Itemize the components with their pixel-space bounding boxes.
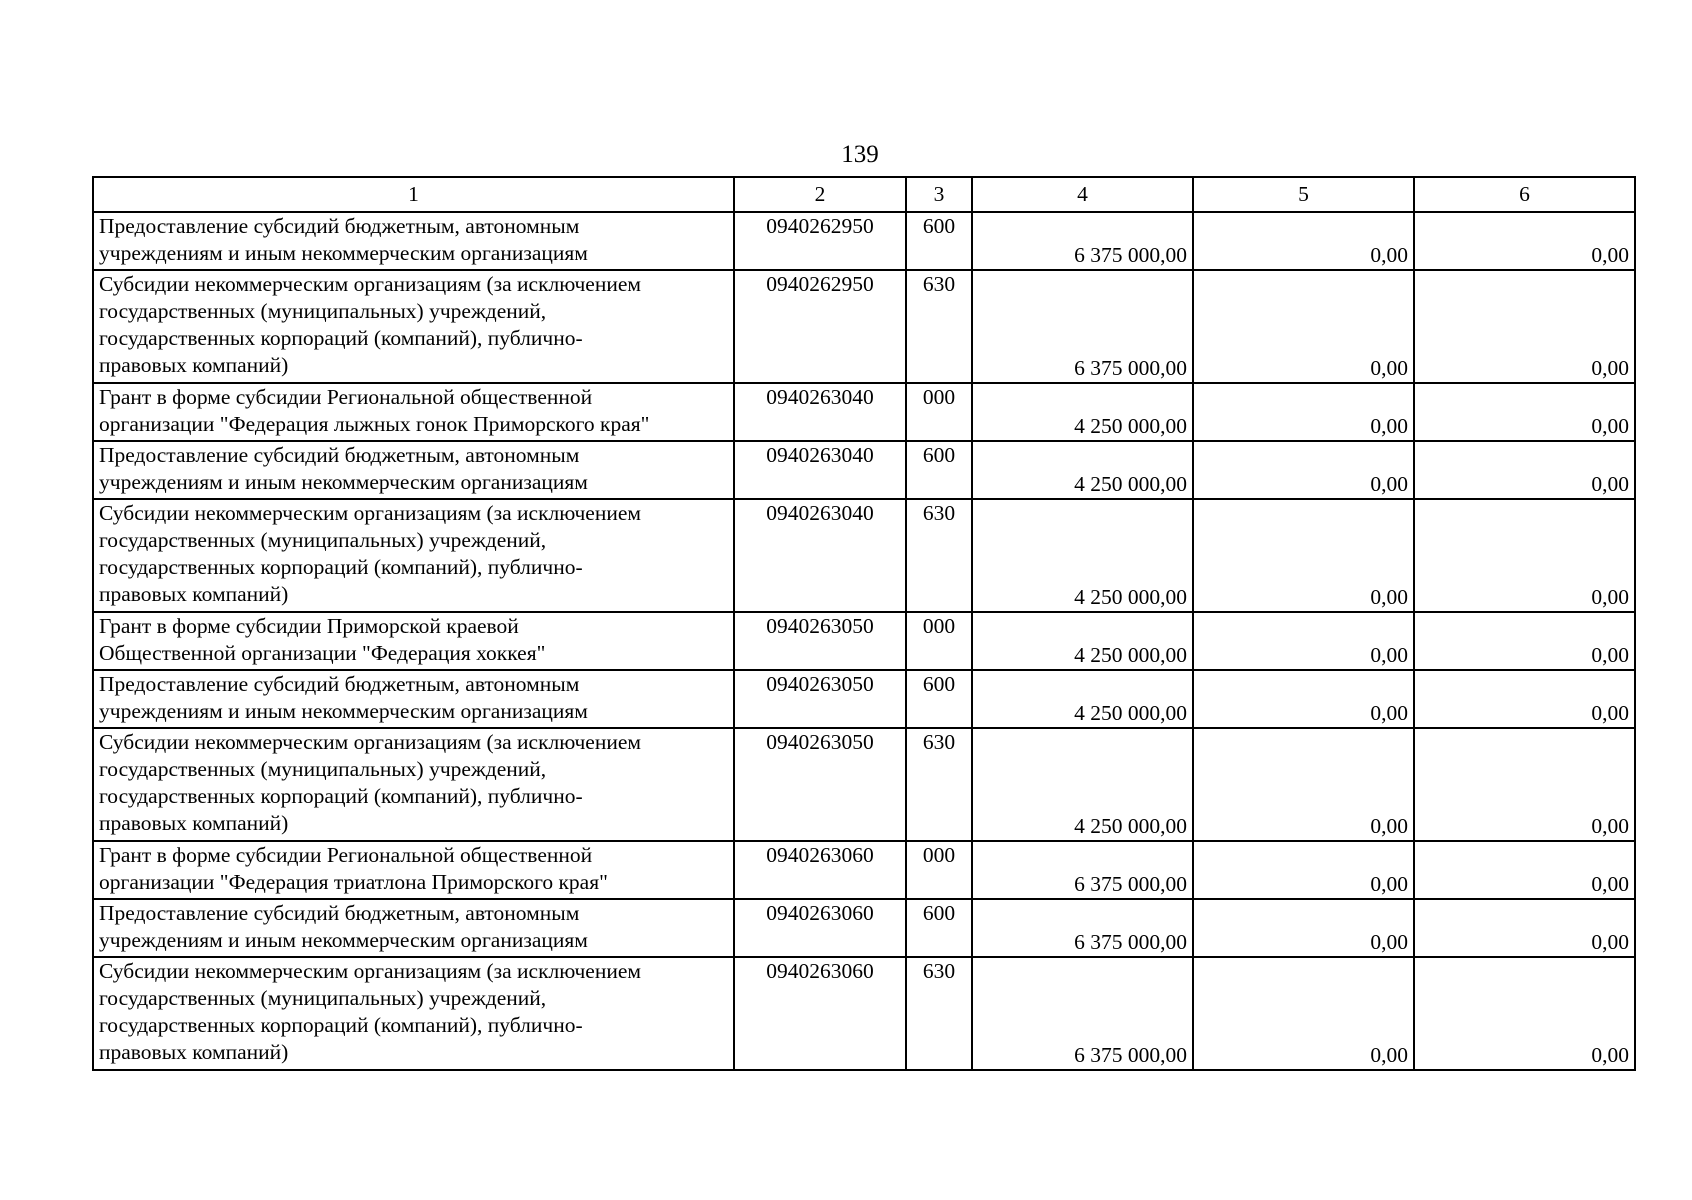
table-row bbox=[93, 499, 1635, 612]
row-value-5: 0,00 bbox=[1193, 670, 1414, 728]
row-target-code: 0940262950 bbox=[734, 270, 906, 383]
row-value-5: 0,00 bbox=[1193, 499, 1414, 612]
column-header: 6 bbox=[1414, 177, 1635, 212]
table-row bbox=[93, 270, 1635, 383]
row-value-5: 0,00 bbox=[1193, 728, 1414, 841]
table-row bbox=[93, 670, 1635, 728]
row-name: Субсидии некоммерческим организациям (за исключением государственных (муниципальных) учреждений, государственных корпораций (компаний), публично- правовых компаний) bbox=[93, 270, 734, 383]
row-value-6: 0,00 bbox=[1414, 441, 1635, 499]
table-row bbox=[93, 441, 1635, 499]
row-expense-type: 600 bbox=[906, 670, 972, 728]
column-header: 5 bbox=[1193, 177, 1414, 212]
row-value-4: 6 375 000,00 bbox=[972, 899, 1193, 957]
row-target-code: 0940262950 bbox=[734, 212, 906, 270]
row-value-6: 0,00 bbox=[1414, 899, 1635, 957]
table-row bbox=[93, 957, 1635, 1070]
row-value-4: 6 375 000,00 bbox=[972, 957, 1193, 1070]
row-expense-type: 600 bbox=[906, 212, 972, 270]
budget-table bbox=[92, 176, 1636, 1071]
row-value-6: 0,00 bbox=[1414, 212, 1635, 270]
row-name: Предоставление субсидий бюджетным, автономным учреждениям и иным некоммерческим организациям bbox=[93, 670, 734, 728]
row-target-code: 0940263050 bbox=[734, 670, 906, 728]
row-value-6: 0,00 bbox=[1414, 383, 1635, 441]
row-name: Предоставление субсидий бюджетным, автономным учреждениям и иным некоммерческим организациям bbox=[93, 441, 734, 499]
table-row bbox=[93, 728, 1635, 841]
column-header: 3 bbox=[906, 177, 972, 212]
row-expense-type: 630 bbox=[906, 499, 972, 612]
row-value-6: 0,00 bbox=[1414, 957, 1635, 1070]
row-value-6: 0,00 bbox=[1414, 499, 1635, 612]
row-value-4: 4 250 000,00 bbox=[972, 612, 1193, 670]
row-value-4: 6 375 000,00 bbox=[972, 212, 1193, 270]
row-target-code: 0940263040 bbox=[734, 383, 906, 441]
row-expense-type: 630 bbox=[906, 957, 972, 1070]
row-name: Грант в форме субсидии Региональной общественной организации "Федерация лыжных гонок Приморского края" bbox=[93, 383, 734, 441]
row-name: Субсидии некоммерческим организациям (за исключением государственных (муниципальных) учреждений, государственных корпораций (компаний), публично- правовых компаний) bbox=[93, 499, 734, 612]
row-name: Предоставление субсидий бюджетным, автономным учреждениям и иным некоммерческим организациям bbox=[93, 899, 734, 957]
row-value-5: 0,00 bbox=[1193, 383, 1414, 441]
table-row bbox=[93, 212, 1635, 270]
row-value-6: 0,00 bbox=[1414, 270, 1635, 383]
row-target-code: 0940263040 bbox=[734, 499, 906, 612]
row-value-5: 0,00 bbox=[1193, 841, 1414, 899]
row-value-5: 0,00 bbox=[1193, 441, 1414, 499]
row-target-code: 0940263050 bbox=[734, 728, 906, 841]
row-value-4: 4 250 000,00 bbox=[972, 670, 1193, 728]
row-name: Грант в форме субсидии Региональной общественной организации "Федерация триатлона Приморского края" bbox=[93, 841, 734, 899]
row-value-6: 0,00 bbox=[1414, 841, 1635, 899]
row-value-4: 4 250 000,00 bbox=[972, 499, 1193, 612]
row-name: Субсидии некоммерческим организациям (за исключением государственных (муниципальных) учреждений, государственных корпораций (компаний), публично- правовых компаний) bbox=[93, 957, 734, 1070]
table-header-row bbox=[93, 177, 1635, 212]
row-name: Грант в форме субсидии Приморской краевой Общественной организации "Федерация хоккея" bbox=[93, 612, 734, 670]
table-row bbox=[93, 612, 1635, 670]
row-name: Предоставление субсидий бюджетным, автономным учреждениям и иным некоммерческим организациям bbox=[93, 212, 734, 270]
table-row bbox=[93, 899, 1635, 957]
table-row bbox=[93, 383, 1635, 441]
row-name: Субсидии некоммерческим организациям (за исключением государственных (муниципальных) учреждений, государственных корпораций (компаний), публично- правовых компаний) bbox=[93, 728, 734, 841]
row-expense-type: 000 bbox=[906, 841, 972, 899]
row-value-6: 0,00 bbox=[1414, 612, 1635, 670]
row-value-6: 0,00 bbox=[1414, 670, 1635, 728]
row-expense-type: 600 bbox=[906, 441, 972, 499]
row-value-4: 6 375 000,00 bbox=[972, 841, 1193, 899]
row-expense-type: 630 bbox=[906, 270, 972, 383]
row-expense-type: 600 bbox=[906, 899, 972, 957]
row-value-5: 0,00 bbox=[1193, 612, 1414, 670]
row-value-5: 0,00 bbox=[1193, 957, 1414, 1070]
row-value-4: 4 250 000,00 bbox=[972, 383, 1193, 441]
row-expense-type: 000 bbox=[906, 612, 972, 670]
table-row bbox=[93, 841, 1635, 899]
row-target-code: 0940263060 bbox=[734, 899, 906, 957]
row-expense-type: 630 bbox=[906, 728, 972, 841]
row-target-code: 0940263060 bbox=[734, 841, 906, 899]
row-value-4: 4 250 000,00 bbox=[972, 728, 1193, 841]
row-value-5: 0,00 bbox=[1193, 212, 1414, 270]
column-header: 1 bbox=[93, 177, 734, 212]
page-number: 139 bbox=[841, 141, 879, 168]
row-target-code: 0940263060 bbox=[734, 957, 906, 1070]
row-target-code: 0940263050 bbox=[734, 612, 906, 670]
row-value-5: 0,00 bbox=[1193, 270, 1414, 383]
row-target-code: 0940263040 bbox=[734, 441, 906, 499]
row-value-4: 6 375 000,00 bbox=[972, 270, 1193, 383]
column-header: 4 bbox=[972, 177, 1193, 212]
row-value-6: 0,00 bbox=[1414, 728, 1635, 841]
column-header: 2 bbox=[734, 177, 906, 212]
row-value-5: 0,00 bbox=[1193, 899, 1414, 957]
row-value-4: 4 250 000,00 bbox=[972, 441, 1193, 499]
row-expense-type: 000 bbox=[906, 383, 972, 441]
